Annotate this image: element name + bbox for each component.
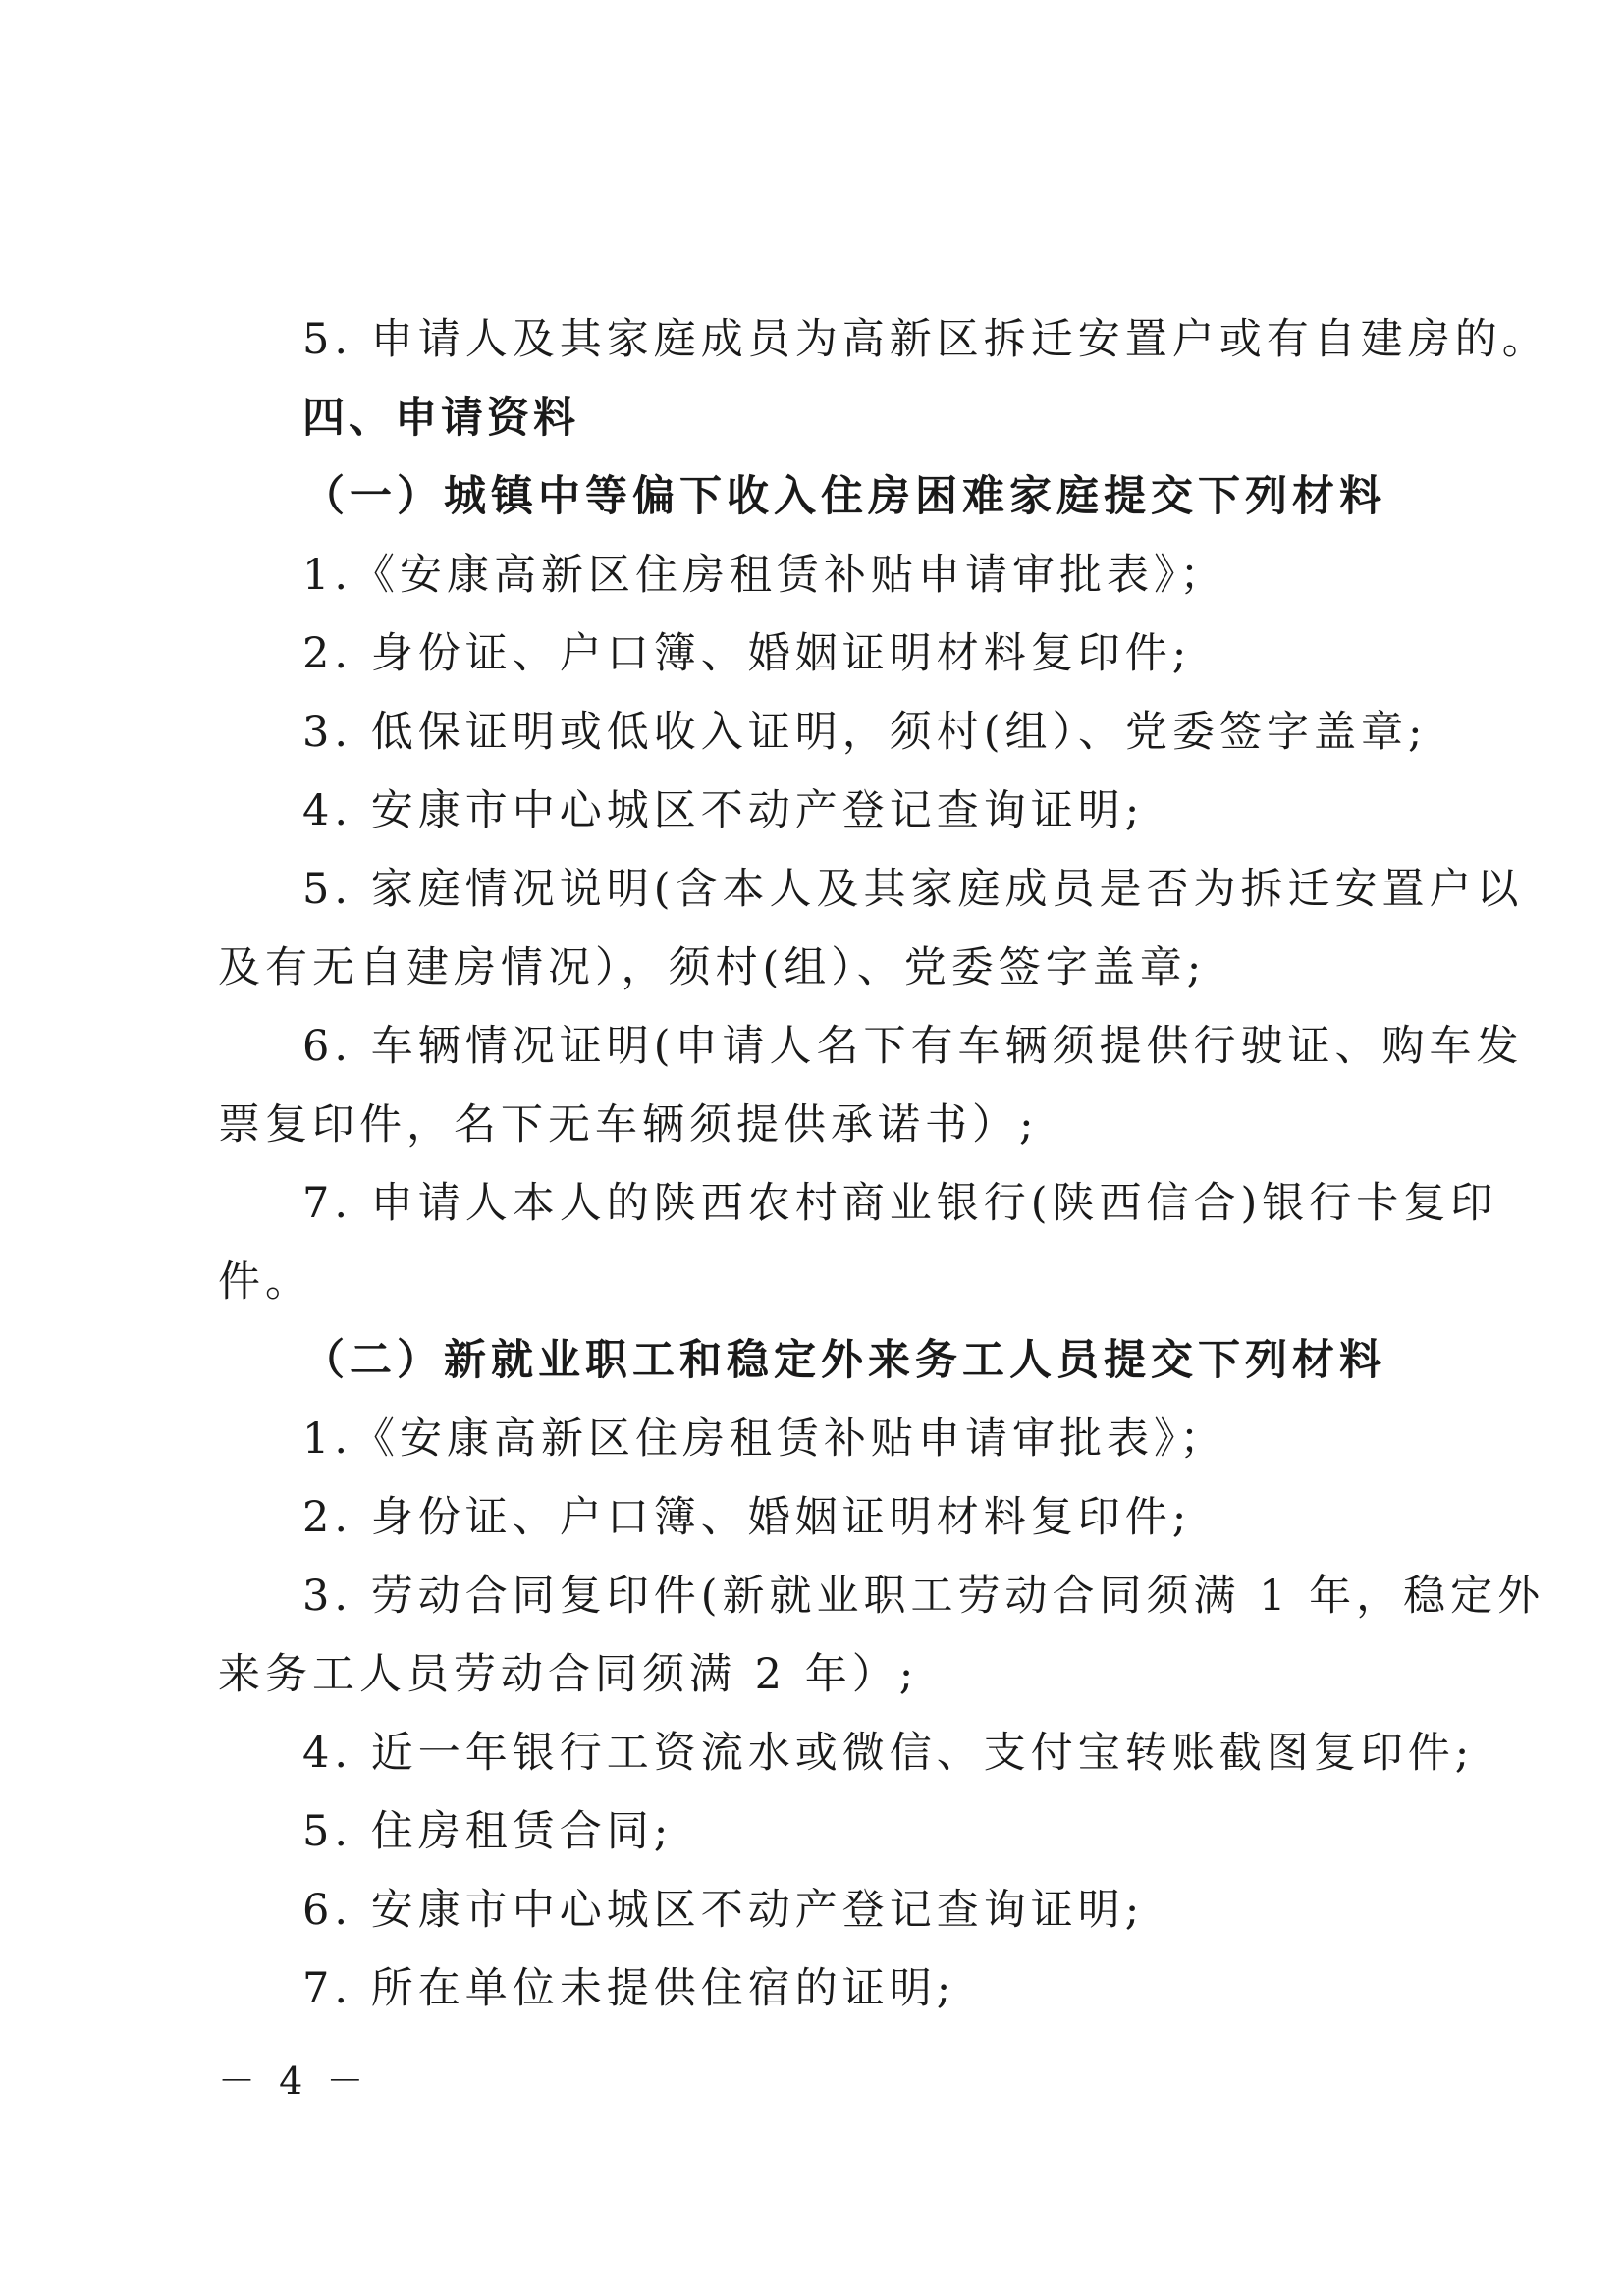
section-heading: 四、申请资料 (302, 394, 579, 443)
list-item-continuation: 来务工人员劳动合同须满 2 年）; (218, 1650, 919, 1699)
list-item: 2. 身份证、户口簿、婚姻证明材料复印件; (302, 1493, 1192, 1542)
list-item: 2. 身份证、户口簿、婚姻证明材料复印件; (302, 629, 1192, 678)
list-item-continuation: 及有无自建房情况），须村(组）、党委签字盖章; (218, 943, 1207, 992)
list-item: 4. 近一年银行工资流水或微信、支付宝转账截图复印件; (302, 1729, 1475, 1778)
subsection-heading: （一）城镇中等偏下收入住房困难家庭提交下列材料 (302, 472, 1386, 521)
list-item: 5. 家庭情况说明(含本人及其家庭成员是否为拆迁安置户以 (302, 865, 1524, 914)
page-number: － 4 － (218, 2059, 370, 2103)
subsection-heading: （二）新就业职工和稳定外来务工人员提交下列材料 (302, 1336, 1386, 1385)
list-item-continuation: 票复印件，名下无车辆须提供承诺书）; (218, 1100, 1039, 1149)
list-item: 6. 车辆情况证明(申请人名下有车辆须提供行驶证、购车发 (302, 1022, 1524, 1071)
list-item: 1.《安康高新区住房租赁补贴申请审批表》； (302, 551, 1227, 600)
list-item: 6. 安康市中心城区不动产登记查询证明; (302, 1886, 1145, 1935)
list-item: 3. 低保证明或低收入证明，须村(组）、党委签字盖章; (302, 708, 1428, 757)
list-item: 5. 住房租赁合同; (302, 1807, 674, 1856)
list-item: 1.《安康高新区住房租赁补贴申请审批表》； (302, 1415, 1227, 1464)
list-item: 7. 所在单位未提供住宿的证明; (302, 1964, 956, 2013)
clause-line: 5. 申请人及其家庭成员为高新区拆迁安置户或有自建房的。 (302, 315, 1549, 364)
list-item: 4. 安康市中心城区不动产登记查询证明; (302, 786, 1145, 835)
document-body (218, 300, 1549, 2028)
list-item: 3. 劳动合同复印件(新就业职工劳动合同须满 1 年，稳定外 (302, 1572, 1545, 1621)
list-item-continuation: 件。 (218, 1257, 312, 1307)
list-item: 7. 申请人本人的陕西农村商业银行(陕西信合)银行卡复印 (302, 1179, 1498, 1228)
